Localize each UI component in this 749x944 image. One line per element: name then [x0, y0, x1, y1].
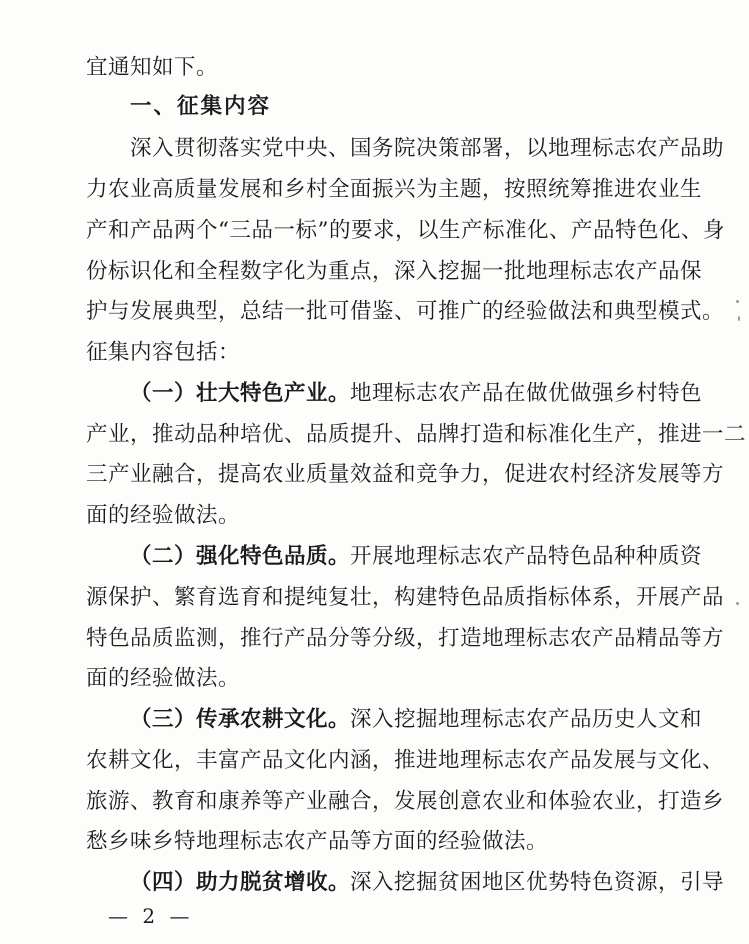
item-4-text: 深入挖掘贫困地区优势特色资源，引导 [350, 870, 725, 895]
text-line: 面的经验做法。 [86, 503, 241, 528]
item-1-title: （一）壮大特色产业。 [130, 381, 351, 406]
item-1-line [130, 379, 703, 409]
scan-speck [736, 300, 739, 303]
text-line: 面的经验做法。 [86, 666, 241, 691]
item-3-text: 深入挖掘地理标志农产品历史人文和 [350, 707, 703, 732]
text-line: 份标识化和全程数字化为重点，深入挖掘一批地理标志农产品保 [86, 259, 703, 284]
item-4-title: （四）助力脱贫增收。 [130, 870, 351, 895]
text-line: 旅游、教育和康养等产业融合，发展创意农业和体验农业，打造乡 [86, 789, 725, 814]
item-3-title: （三）传承农耕文化。 [130, 707, 351, 732]
text-line: 护与发展典型，总结一批可借鉴、可推广的经验做法和典型模式。 [86, 299, 725, 324]
item-3-line [130, 705, 703, 735]
item-2-text: 开展地理标志农产品特色品种种质资 [350, 544, 703, 569]
text-line: 征集内容包括： [86, 340, 241, 365]
text-line: 深入贯彻落实党中央、国务院决策部署，以地理标志农产品助 [130, 136, 725, 161]
text-line: 力农业高质量发展和乡村全面振兴为主题，按照统筹推进农业生 [86, 177, 703, 202]
text-line: 产和产品两个“三品一标”的要求，以生产标准化、产品特色化、身 [86, 218, 725, 243]
page-number: — 2 — [108, 904, 194, 928]
section-heading: 一、征集内容 [130, 94, 272, 119]
item-2-line [130, 542, 703, 572]
scan-speck [736, 602, 739, 605]
scan-speck [738, 316, 740, 321]
text-line: 产业，推动品种培优、品质提升、品牌打造和标准化生产，推进一二 [86, 422, 747, 447]
item-4-line [130, 868, 725, 898]
text-line: 源保护、繁育选育和提纯复壮，构建特色品质指标体系，开展产品 [86, 585, 725, 610]
text-line: 宜通知如下。 [86, 55, 219, 80]
text-line: 农耕文化，丰富产品文化内涵，推进地理标志农产品发展与文化、 [86, 748, 725, 773]
text-line: 愁乡味乡特地理标志农产品等方面的经验做法。 [86, 829, 549, 854]
item-2-title: （二）强化特色品质。 [130, 544, 351, 569]
item-1-text: 地理标志农产品在做优做强乡村特色 [350, 381, 703, 406]
text-line: 三产业融合，提高农业质量效益和竞争力，促进农村经济发展等方 [86, 462, 725, 487]
text-line: 特色品质监测，推行产品分等分级，打造地理标志农产品精品等方 [86, 626, 725, 651]
